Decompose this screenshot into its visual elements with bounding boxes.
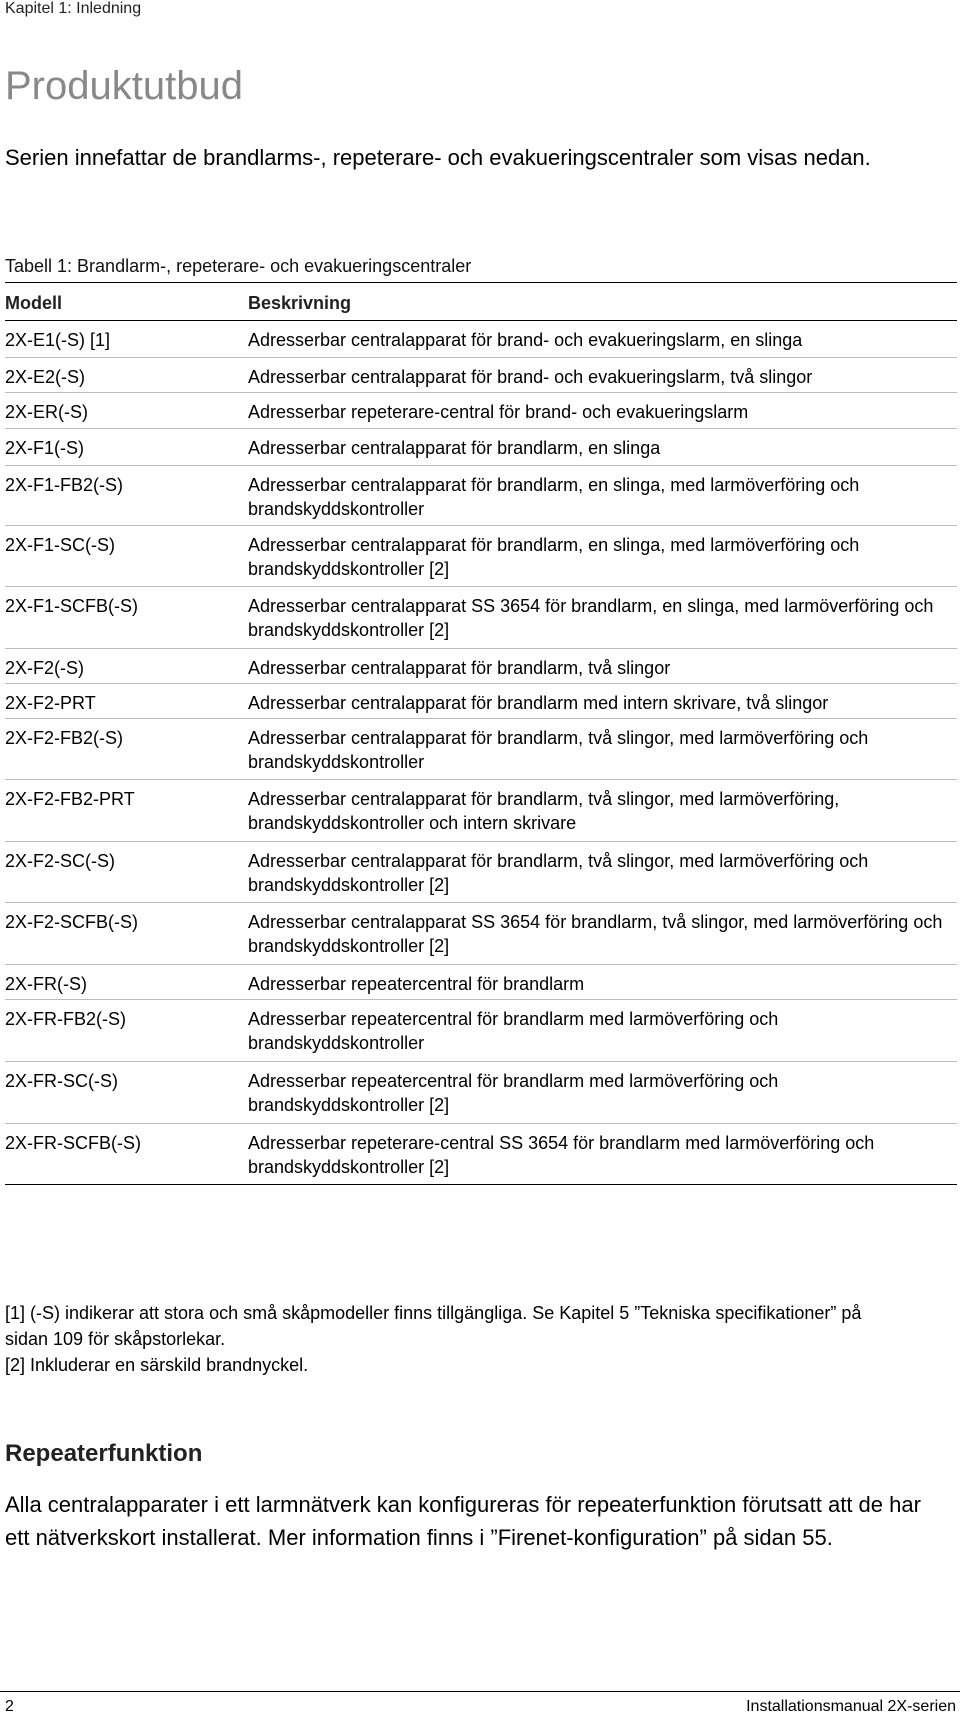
table-row — [5, 393, 957, 429]
model-cell: 2X-ER(-S) — [5, 402, 89, 422]
model-cell: 2X-F2-SC(-S) — [5, 851, 116, 871]
table-row — [5, 842, 957, 903]
footer-divider — [0, 1691, 960, 1692]
table-row — [5, 1062, 957, 1124]
description-cell: Adresserbar centralapparat för brandlarm, två slingor — [248, 658, 671, 678]
section-title: Repeaterfunktion — [5, 1440, 203, 1467]
table-row — [5, 1124, 957, 1185]
model-cell: 2X-FR-FB2(-S) — [5, 1009, 126, 1029]
section-body: Alla centralapparater i ett larmnätverk kan konfigureras för repeaterfunktion förutsatt att de har ett nätverkskort installerat. Mer information finns i ”Firenet-konfiguration” på sidan 55. — [5, 1492, 921, 1550]
table-row — [5, 684, 957, 719]
table-row — [5, 1000, 957, 1062]
table-row — [5, 780, 957, 842]
description-cell: Adresserbar centralapparat SS 3654 för brandlarm, en slinga, med larmöverföring och brandskyddskontroller [2] — [248, 596, 934, 640]
description-cell: Adresserbar centralapparat för brandlarm, två slingor, med larmöverföring och brandskyddskontroller [2] — [248, 851, 869, 895]
table-row — [5, 321, 957, 358]
footer-document-title: Installationsmanual 2X-serien — [746, 1698, 956, 1715]
model-cell: 2X-F1-FB2(-S) — [5, 475, 124, 495]
table-row — [5, 358, 957, 393]
model-cell: 2X-F1-SC(-S) — [5, 535, 116, 555]
table-row — [5, 587, 957, 649]
models-table — [5, 282, 957, 1185]
model-cell: 2X-F2(-S) — [5, 658, 85, 678]
model-cell: 2X-E2(-S) — [5, 367, 86, 387]
column-header-model: Modell — [5, 293, 62, 313]
description-cell: Adresserbar repeterare-central för brand- och evakueringslarm — [248, 402, 749, 422]
description-cell: Adresserbar centralapparat för brandlarm, två slingor, med larmöverföring och brandskyddskontroller — [248, 728, 869, 772]
model-cell: 2X-F2-SCFB(-S) — [5, 912, 139, 932]
model-cell: 2X-F2-PRT — [5, 693, 96, 713]
table-row — [5, 719, 957, 780]
description-cell: Adresserbar centralapparat för brand- och evakueringslarm, två slingor — [248, 367, 813, 387]
model-cell: 2X-F2-FB2-PRT — [5, 789, 135, 809]
description-cell: Adresserbar centralapparat för brandlarm, två slingor, med larmöverföring, brandskyddskontroller och intern skrivare — [248, 789, 840, 833]
description-cell: Adresserbar repeatercentral för brandlarm med larmöverföring och brandskyddskontroller [2] — [248, 1071, 779, 1115]
model-cell: 2X-FR(-S) — [5, 974, 87, 994]
column-header-description: Beskrivning — [248, 293, 352, 313]
table-header-row — [5, 283, 957, 321]
model-cell: 2X-F1-SCFB(-S) — [5, 596, 139, 616]
table-row — [5, 526, 957, 587]
table-row — [5, 429, 957, 466]
footnote-2: [2] Inkluderar en särskild brandnyckel. — [5, 1355, 309, 1375]
footnote-1: [1] (-S) indikerar att stora och små skåpmodeller finns tillgängliga. Se Kapitel 5 ”Tekniska specifikationer” på sidan 109 för skåpstorlekar. — [5, 1303, 862, 1349]
model-cell: 2X-F1(-S) — [5, 438, 85, 458]
table-row — [5, 466, 957, 526]
model-cell: 2X-F2-FB2(-S) — [5, 728, 124, 748]
description-cell: Adresserbar repeatercentral för brandlarm med larmöverföring och brandskyddskontroller — [248, 1009, 779, 1053]
model-cell: 2X-E1(-S) [1] — [5, 330, 111, 350]
model-cell: 2X-FR-SC(-S) — [5, 1071, 118, 1091]
description-cell: Adresserbar centralapparat för brandlarm, en slinga — [248, 438, 661, 458]
description-cell: Adresserbar repeatercentral för brandlarm — [248, 974, 585, 994]
description-cell: Adresserbar centralapparat för brand- och evakueringslarm, en slinga — [248, 330, 803, 350]
description-cell: Adresserbar centralapparat SS 3654 för brandlarm, två slingor, med larmöverföring och brandskyddskontroller [2] — [248, 912, 943, 956]
table-row — [5, 649, 957, 684]
description-cell: Adresserbar centralapparat för brandlarm med intern skrivare, två slingor — [248, 693, 829, 713]
intro-paragraph: Serien innefattar de brandlarms-, repeterare- och evakueringscentraler som visas nedan. — [5, 145, 871, 170]
description-cell: Adresserbar centralapparat för brandlarm, en slinga, med larmöverföring och brandskyddskontroller — [248, 475, 860, 519]
table-footnotes — [5, 1300, 905, 1378]
page-title: Produktutbud — [5, 64, 243, 108]
footer-page-number: 2 — [5, 1698, 14, 1715]
table-row — [5, 903, 957, 965]
description-cell: Adresserbar repeterare-central SS 3654 för brandlarm med larmöverföring och brandskyddskontroller [2] — [248, 1133, 875, 1177]
table-caption: Tabell 1: Brandlarm-, repeterare- och evakueringscentraler — [5, 256, 472, 276]
table-row — [5, 965, 957, 1000]
description-cell: Adresserbar centralapparat för brandlarm, en slinga, med larmöverföring och brandskyddskontroller [2] — [248, 535, 860, 579]
chapter-header: Kapitel 1: Inledning — [5, 0, 142, 17]
model-cell: 2X-FR-SCFB(-S) — [5, 1133, 141, 1153]
